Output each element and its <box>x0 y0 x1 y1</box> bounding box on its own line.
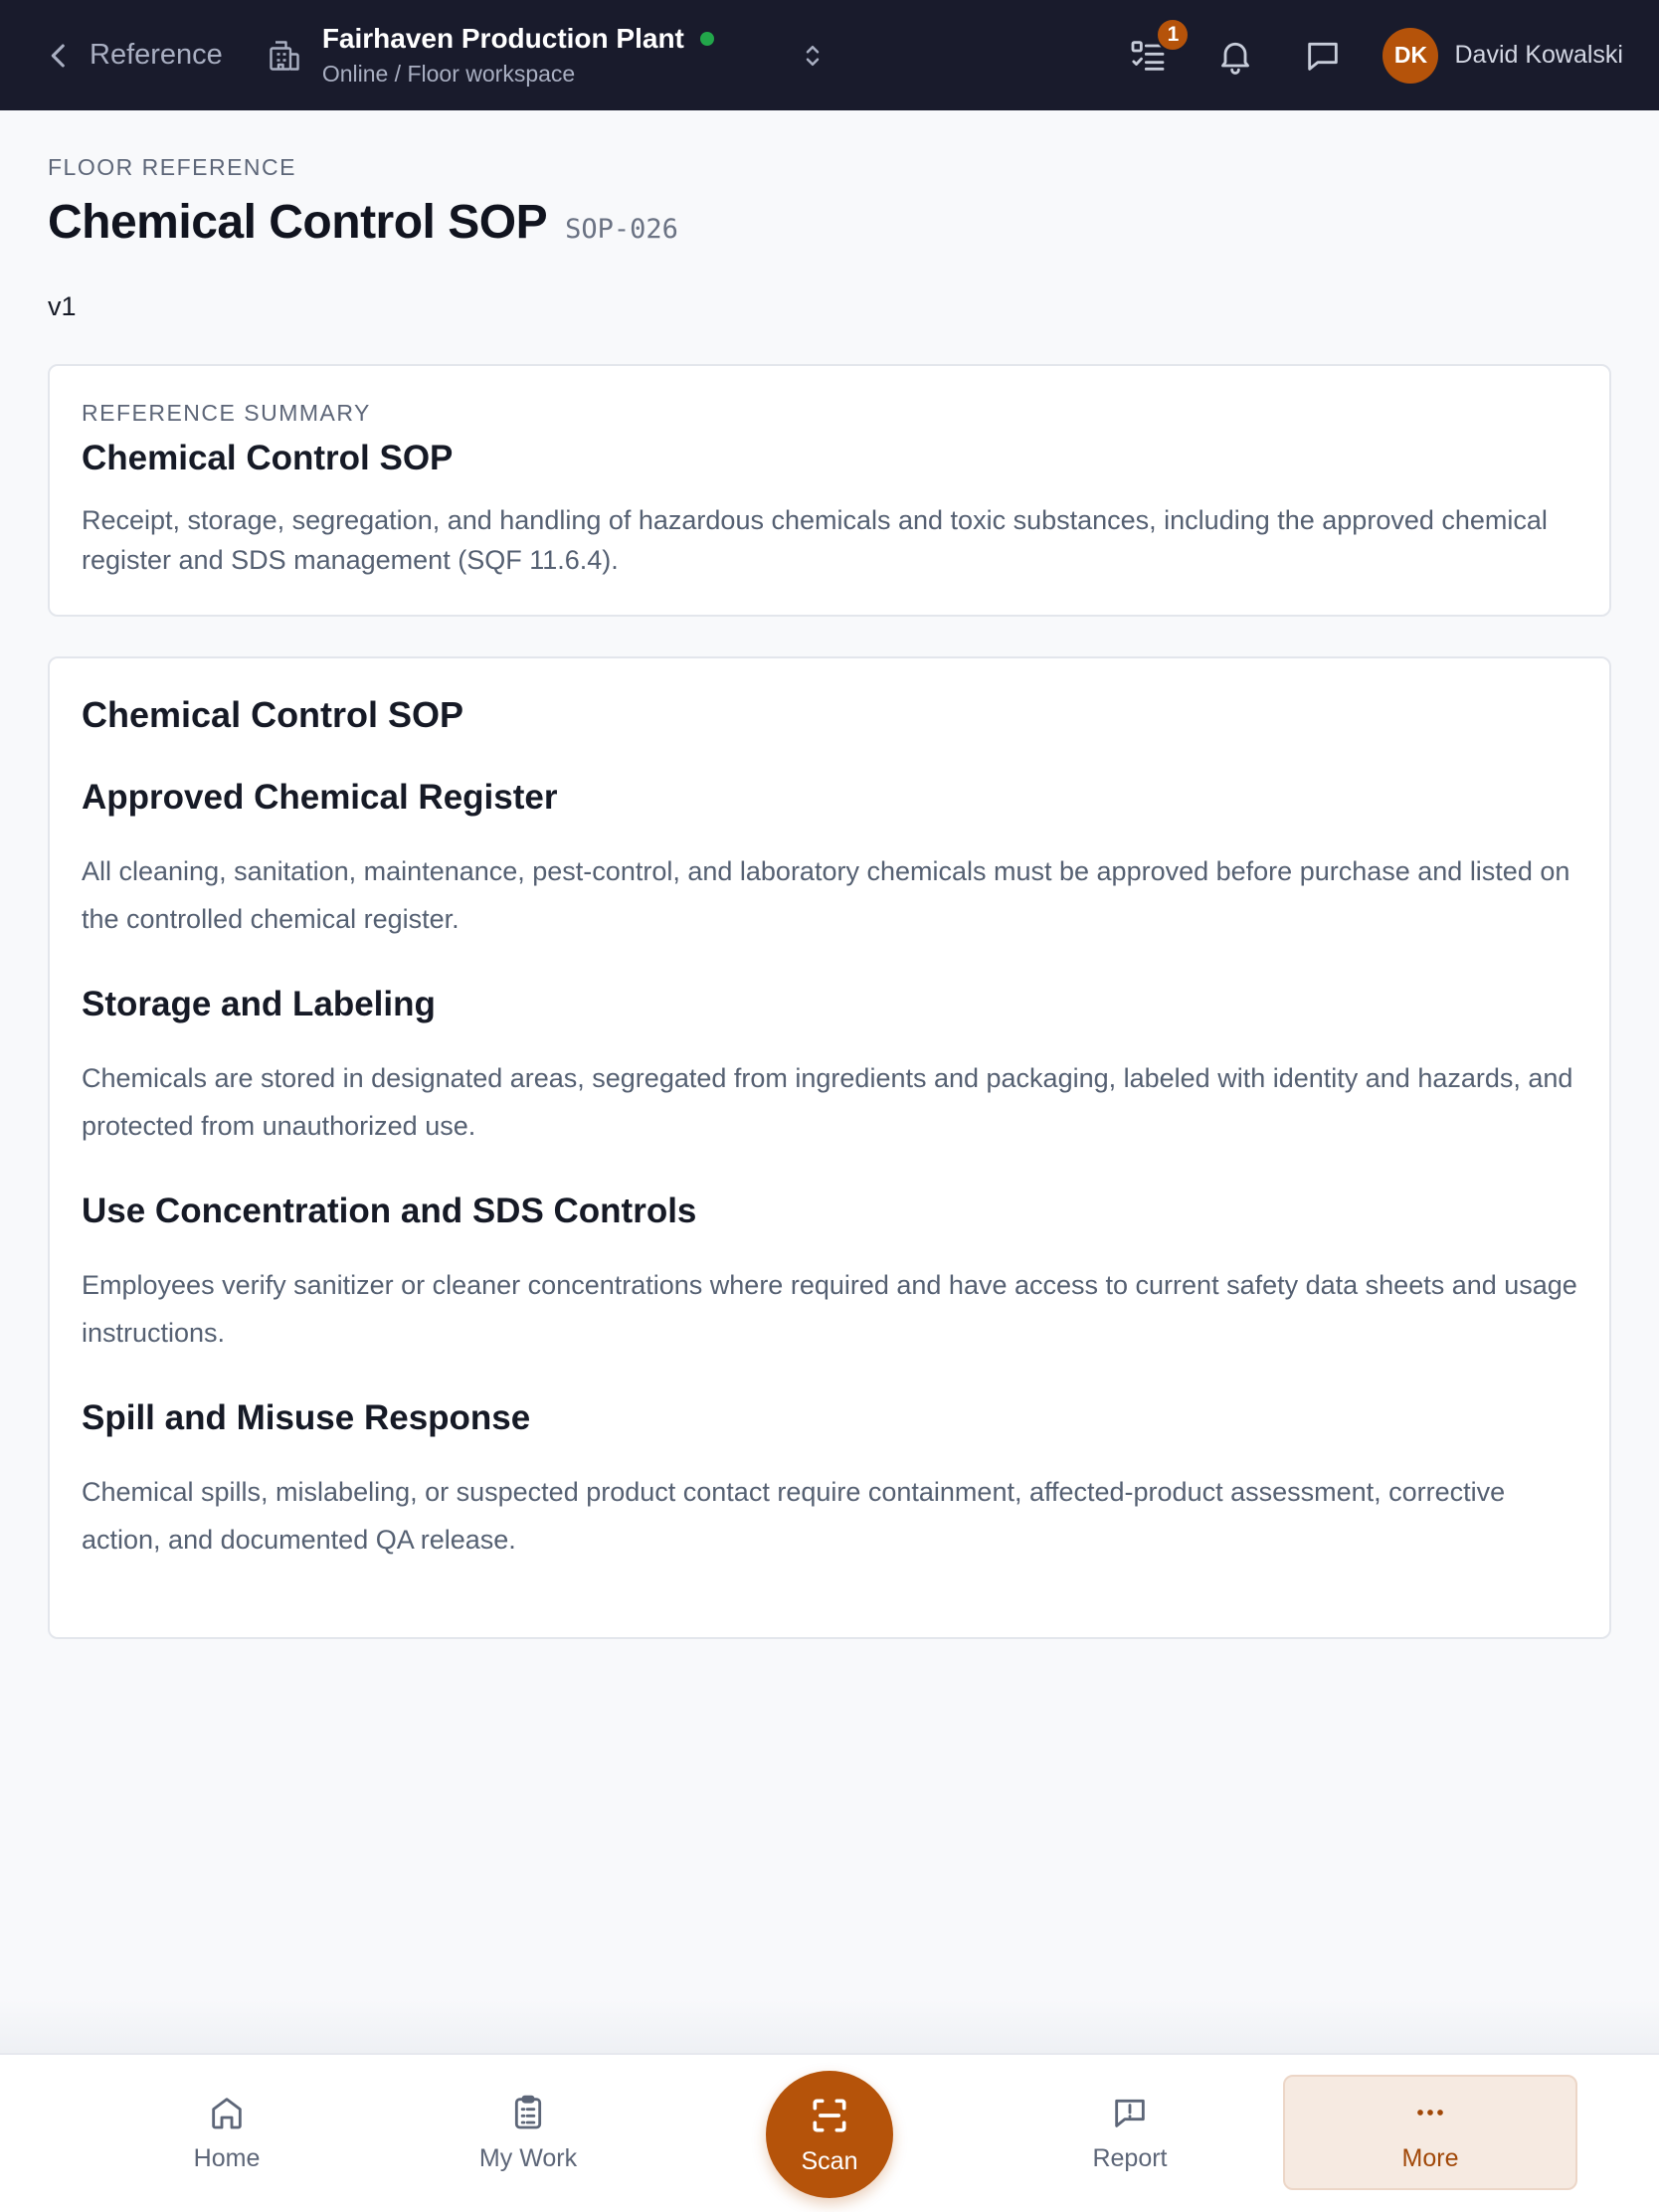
nav-home[interactable] <box>80 2075 374 2190</box>
section-text: Chemical spills, mislabeling, or suspected product contact require containment, affected-product assessment, corrective action, and documented QA release. <box>82 1477 1506 1555</box>
clipboard-icon <box>508 2093 548 2132</box>
avatar: DK <box>1382 28 1438 84</box>
online-status-dot <box>700 32 714 46</box>
page-eyebrow: FLOOR REFERENCE <box>48 154 296 180</box>
document-body-card <box>48 656 1611 1639</box>
chevron-up-down-icon <box>798 41 828 71</box>
document-title: Chemical Control SOP <box>82 694 464 735</box>
user-name: David Kowalski <box>1454 41 1623 69</box>
nav-report-label: Report <box>1092 2143 1168 2172</box>
section-text: Chemicals are stored in designated areas, segregated from ingredients and packaging, labeled with identity and hazards, and protected from unauthorized use. <box>82 1063 1573 1141</box>
main-content <box>48 110 1611 1639</box>
page-title: Chemical Control SOP <box>48 196 548 249</box>
document-version: v1 <box>48 291 77 321</box>
home-icon <box>207 2093 247 2132</box>
nav-my-work[interactable] <box>381 2075 675 2190</box>
scan-label: Scan <box>801 2146 858 2175</box>
back-label: Reference <box>90 39 223 71</box>
building-icon <box>267 38 302 74</box>
bottom-fade <box>0 1999 1659 2054</box>
user-menu[interactable] <box>1382 28 1623 84</box>
document-code: SOP-026 <box>565 214 678 245</box>
section-heading: Storage and Labeling <box>82 985 436 1023</box>
notifications-button[interactable] <box>1205 26 1265 86</box>
nav-more[interactable] <box>1283 2075 1577 2190</box>
summary-text: Receipt, storage, segregation, and handling of hazardous chemicals and toxic substances, including the approved chemical register and SDS management (SQF 11.6.4). <box>82 505 1548 575</box>
section-heading: Approved Chemical Register <box>82 778 558 817</box>
summary-title: Chemical Control SOP <box>82 439 454 477</box>
title-row <box>48 195 1611 250</box>
tasks-button[interactable] <box>1118 22 1180 86</box>
messages-button[interactable] <box>1293 26 1353 86</box>
top-bar <box>0 0 1659 110</box>
nav-home-label: Home <box>193 2143 261 2172</box>
more-dots-icon <box>1410 2093 1450 2132</box>
site-selector[interactable] <box>267 23 828 88</box>
bell-icon <box>1215 36 1255 76</box>
tasks-badge: 1 <box>1156 18 1190 52</box>
nav-my-work-label: My Work <box>478 2143 578 2172</box>
chat-icon <box>1303 36 1343 76</box>
bottom-navigation <box>0 2053 1659 2212</box>
section-heading: Use Concentration and SDS Controls <box>82 1192 697 1230</box>
section-heading: Spill and Misuse Response <box>82 1398 531 1437</box>
nav-report[interactable] <box>983 2075 1277 2190</box>
summary-label: REFERENCE SUMMARY <box>82 400 371 426</box>
section-text: All cleaning, sanitation, maintenance, pest-control, and laboratory chemicals must be approved before purchase and listed on the controlled chemical register. <box>82 856 1570 934</box>
back-button[interactable] <box>42 39 223 73</box>
section-text: Employees verify sanitizer or cleaner concentrations where required and have access to current safety data sheets and usage instructions. <box>82 1270 1577 1348</box>
nav-more-label: More <box>1401 2143 1459 2172</box>
site-name: Fairhaven Production Plant <box>321 23 684 54</box>
site-status: Online / Floor workspace <box>321 61 576 87</box>
scan-icon <box>808 2094 851 2137</box>
report-icon <box>1110 2093 1150 2132</box>
reference-summary-card <box>48 364 1611 617</box>
scan-button[interactable] <box>766 2071 893 2198</box>
chevron-left-icon <box>42 39 76 73</box>
